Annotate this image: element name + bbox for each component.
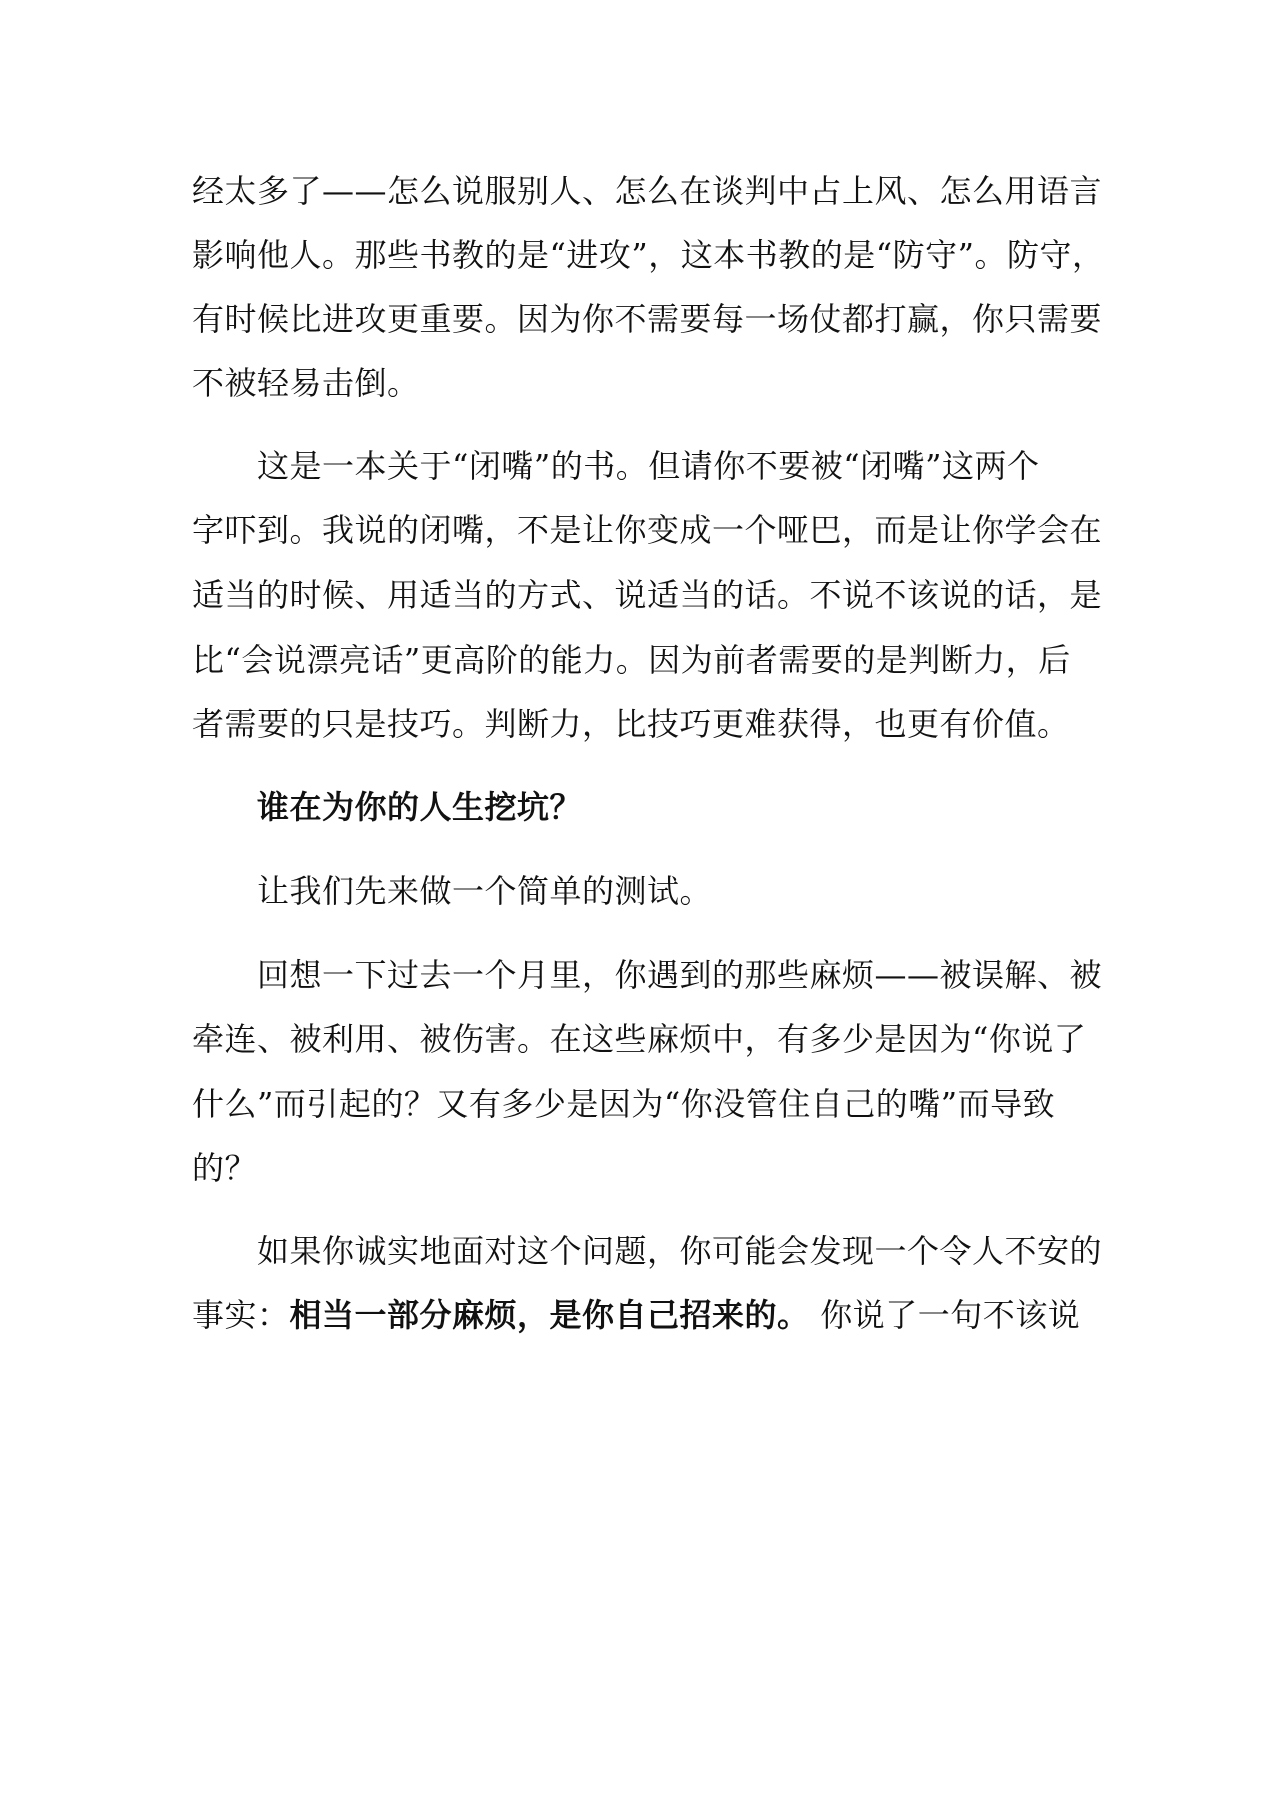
line-prefix: 事实： [192,1296,290,1334]
text-line [0,510,1273,550]
line-text: 适当的时候、用适当的方式、说适当的话。不说不该说的话，是 [192,576,1103,614]
text-line [0,955,1273,995]
line-text: 影响他人。那些书教的是“进攻”，这本书教的是“防守”。防守， [192,236,1105,274]
section-heading [0,787,1273,827]
line-text: 经太多了——怎么说服别人、怎么在谈判中占上风、怎么用语言 [192,172,1103,210]
heading-text: 谁在为你的人生挖坑？ [257,788,583,826]
text-line [0,640,1273,680]
line-text: 比“会说漂亮话”更高阶的能力。因为前者需要的是判断力，后 [192,641,1071,679]
text-line [0,871,1273,911]
text-line [0,299,1273,339]
text-line [0,446,1273,486]
line-text: 的？ [192,1149,258,1187]
text-line [0,363,1273,403]
line-text: 让我们先来做一个简单的测试。 [257,872,713,910]
line-text: 牵连、被利用、被伤害。在这些麻烦中，有多少是因为“你说了 [192,1020,1087,1058]
line-text: 字吓到。我说的闭嘴，不是让你变成一个哑巴，而是让你学会在 [192,511,1103,549]
line-text: 者需要的只是技巧。判断力，比技巧更难获得，也更有价值。 [192,705,1070,743]
line-text: 这是一本关于“闭嘴”的书。但请你不要被“闭嘴”这两个 [257,447,1040,485]
text-line [0,1148,1273,1188]
text-line [0,171,1273,211]
line-text: 有时候比进攻更重要。因为你不需要每一场仗都打赢，你只需要 [192,300,1103,338]
text-line [0,1084,1273,1124]
text-line [0,1019,1273,1059]
text-line [0,1231,1273,1271]
bold-emphasis: 相当一部分麻烦，是你自己招来的。 [289,1296,810,1334]
line-suffix: 你说了一句不该说 [820,1296,1081,1334]
text-line [0,1295,1273,1335]
text-line [0,235,1273,275]
text-line [0,704,1273,744]
line-text: 回想一下过去一个月里，你遇到的那些麻烦——被误解、被 [257,956,1103,994]
line-text: 什么”而引起的？又有多少是因为“你没管住自己的嘴”而导致 [192,1085,1056,1123]
line-text: 如果你诚实地面对这个问题，你可能会发现一个令人不安的 [257,1232,1103,1270]
text-line [0,575,1273,615]
line-text: 不被轻易击倒。 [192,364,420,402]
